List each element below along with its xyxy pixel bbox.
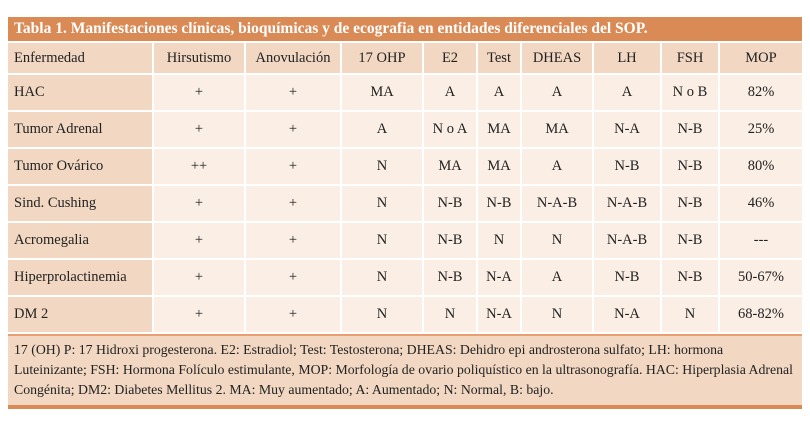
column-header: FSH (662, 43, 720, 75)
table-cell: N (522, 223, 594, 260)
table-cell: N (424, 297, 478, 334)
table-cell: 50-67% (720, 260, 802, 297)
table-row (8, 186, 802, 223)
table-cell: MA (522, 112, 594, 149)
table-cell: + (154, 112, 246, 149)
table-cell: N (478, 223, 522, 260)
table-cell: A (594, 75, 662, 112)
table-cell: + (246, 260, 342, 297)
table-cell: N o A (424, 112, 478, 149)
row-label: Hiperprolactinemia (8, 260, 154, 297)
table-cell: MA (342, 75, 424, 112)
table-cell: 68-82% (720, 297, 802, 334)
column-header: 17 OHP (342, 43, 424, 75)
table-cell: + (154, 186, 246, 223)
row-label: DM 2 (8, 297, 154, 334)
table-cell: N (342, 223, 424, 260)
table-cell: N-B (662, 223, 720, 260)
data-table (8, 43, 802, 334)
table-cell: N (662, 297, 720, 334)
table-cell: N (342, 260, 424, 297)
row-label: Sind. Cushing (8, 186, 154, 223)
table-row (8, 75, 802, 112)
column-header: DHEAS (522, 43, 594, 75)
table-cell: MA (424, 149, 478, 186)
table-cell: N-A-B (594, 186, 662, 223)
row-label: Tumor Adrenal (8, 112, 154, 149)
table-cell: N (342, 149, 424, 186)
table-cell: N-B (662, 186, 720, 223)
table-cell: N-B (594, 260, 662, 297)
table-cell: N-A (478, 297, 522, 334)
table-cell: N-B (662, 149, 720, 186)
table-cell: 80% (720, 149, 802, 186)
table-cell: --- (720, 223, 802, 260)
table-cell: N-B (424, 260, 478, 297)
table-cell: + (154, 260, 246, 297)
table-cell: A (522, 149, 594, 186)
table-cell: N-A (594, 112, 662, 149)
table-row (8, 149, 802, 186)
table-cell: N-A-B (522, 186, 594, 223)
table-cell: + (246, 186, 342, 223)
table-header-row (8, 43, 802, 75)
table-cell: A (522, 75, 594, 112)
table-cell: + (246, 75, 342, 112)
table-cell: A (478, 75, 522, 112)
column-header: Hirsutismo (154, 43, 246, 75)
table-cell: N-B (478, 186, 522, 223)
row-label: Acromegalia (8, 223, 154, 260)
column-header: Test (478, 43, 522, 75)
table-cell: 82% (720, 75, 802, 112)
table-cell: N-B (594, 149, 662, 186)
table-cell: + (246, 112, 342, 149)
table-cell: MA (478, 149, 522, 186)
table-cell: + (246, 223, 342, 260)
table-cell: N-B (424, 223, 478, 260)
table-cell: N-B (424, 186, 478, 223)
table-cell: ++ (154, 149, 246, 186)
column-header: MOP (720, 43, 802, 75)
row-label: Tumor Ovárico (8, 149, 154, 186)
table-cell: N-B (662, 260, 720, 297)
bottom-rule (8, 405, 802, 409)
column-header: LH (594, 43, 662, 75)
table-footnote: 17 (OH) P: 17 Hidroxi progesterona. E2: Estradiol; Test: Testosterona; DHEAS: Dehidro epi androsterona sulfato; LH: hormona Luteinizante; FSH: Hormona Folículo estimulante, MOP: Morfología de ovario poliquístico en la ultrasonografía. HAC: Hiperplasia Adrenal Congénita; DM2: Diabetes Mellitus 2. MA: Muy aumentado; A: Aumentado; N: Normal, B: bajo. (8, 334, 802, 405)
table-cell: 46% (720, 186, 802, 223)
table-row (8, 297, 802, 334)
table-cell: N (522, 297, 594, 334)
table-cell: N-A-B (594, 223, 662, 260)
table-cell: N (342, 297, 424, 334)
table-figure (8, 17, 802, 409)
table-row (8, 112, 802, 149)
table-title: Tabla 1. Manifestaciones clínicas, bioquímicas y de ecografia en entidades diferenciales del SOP. (8, 17, 802, 41)
column-header: E2 (424, 43, 478, 75)
table-cell: N-A (478, 260, 522, 297)
table-cell: N o B (662, 75, 720, 112)
table-cell: N (342, 186, 424, 223)
table-cell: A (522, 260, 594, 297)
table-row (8, 223, 802, 260)
table-cell: + (246, 149, 342, 186)
table-cell: + (154, 75, 246, 112)
table-row (8, 260, 802, 297)
table-cell: + (246, 297, 342, 334)
column-header: Anovulación (246, 43, 342, 75)
table-cell: + (154, 297, 246, 334)
table-cell: MA (478, 112, 522, 149)
row-label: HAC (8, 75, 154, 112)
table-cell: A (342, 112, 424, 149)
table-cell: N-B (662, 112, 720, 149)
table-cell: 25% (720, 112, 802, 149)
table-cell: A (424, 75, 478, 112)
table-cell: N-A (594, 297, 662, 334)
column-header: Enfermedad (8, 43, 154, 75)
table-cell: + (154, 223, 246, 260)
